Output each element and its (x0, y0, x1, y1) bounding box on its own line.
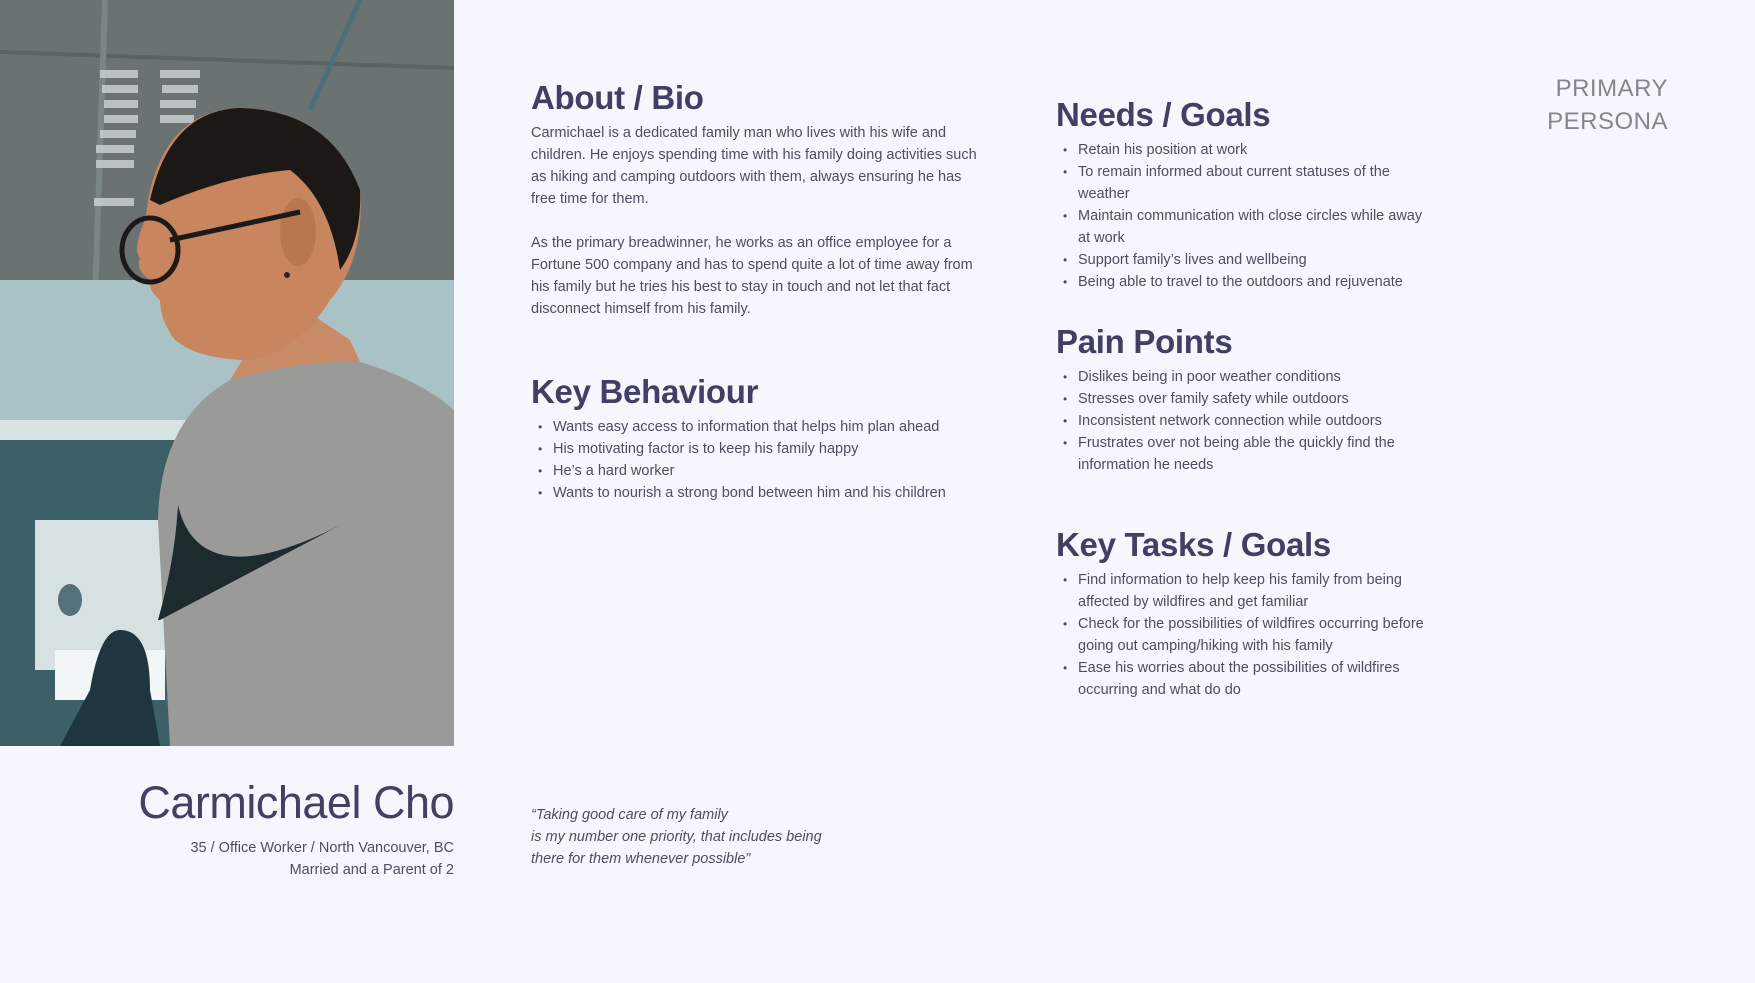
bio-paragraph: As the primary breadwinner, he works as an office employee for a Fortune 500 company and has to spend quite a lot of time away from his family but he tries his best to stay in touch and not let that fact disconnect himself from his family. (531, 235, 973, 317)
list-item: • Inconsistent network connection while outdoors (1056, 410, 1426, 432)
bullet-icon: • (538, 486, 543, 500)
bio-paragraph: Carmichael is a dedicated family man who lives with his wife and children. He enjoys spending time with his family doing activities such as hiking and camping outdoors with them, always ensuring he has free time for them. (531, 125, 977, 207)
bullet-icon: • (1063, 617, 1068, 631)
section-key-behaviour (531, 372, 981, 504)
list-item: • Wants to nourish a strong bond between him and his children (531, 482, 981, 504)
list-item: • Dislikes being in poor weather conditions (1056, 366, 1426, 388)
tasks-list (1056, 569, 1426, 701)
persona-meta (34, 837, 454, 881)
list-item: • Check for the possibilities of wildfires occurring before going out camping/hiking with his family (1056, 613, 1426, 657)
persona-name: Carmichael Cho (138, 777, 454, 828)
bullet-icon: • (538, 464, 543, 478)
persona-label-line1: PRIMARY (1555, 75, 1668, 102)
section-pain-points (1056, 322, 1426, 476)
section-needs-goals (1056, 95, 1426, 293)
bullet-icon: • (538, 420, 543, 434)
list-item: • To remain informed about current statuses of the weather (1056, 161, 1426, 205)
bullet-icon: • (1063, 143, 1068, 157)
list-item: • Stresses over family safety while outdoors (1056, 388, 1426, 410)
quote-line: there for them whenever possible” (531, 851, 751, 867)
list-item: • Ease his worries about the possibilities of wildfires occurring and what do do (1056, 657, 1426, 701)
quote-line: “Taking good care of my family (531, 807, 728, 823)
list-item: • Being able to travel to the outdoors and rejuvenate (1056, 271, 1426, 293)
bullet-icon: • (1063, 209, 1068, 223)
bullet-icon: • (538, 442, 543, 456)
list-item: • Wants easy access to information that helps him plan ahead (531, 416, 981, 438)
section-about-bio (531, 78, 981, 320)
section-title: Needs / Goals (1056, 96, 1271, 133)
person-photo-icon (0, 0, 454, 746)
section-title: Key Behaviour (531, 373, 759, 410)
list-item: • Support family’s lives and wellbeing (1056, 249, 1426, 271)
section-key-tasks-goals (1056, 525, 1426, 701)
bullet-icon: • (1063, 275, 1068, 289)
list-item: • Maintain communication with close circles while away at work (1056, 205, 1426, 249)
list-item: • His motivating factor is to keep his family happy (531, 438, 981, 460)
bullet-icon: • (1063, 436, 1068, 450)
paragraph-spacer (531, 210, 981, 232)
persona-quote (531, 804, 871, 870)
persona-photo (0, 0, 454, 746)
bullet-icon: • (1063, 370, 1068, 384)
bullet-icon: • (1063, 573, 1068, 587)
needs-list (1056, 139, 1426, 293)
persona-identity (34, 775, 454, 881)
persona-type-label (1547, 72, 1668, 138)
persona-family-status: Married and a Parent of 2 (289, 862, 454, 878)
list-item: • He’s a hard worker (531, 460, 981, 482)
list-item: • Retain his position at work (1056, 139, 1426, 161)
section-title: Key Tasks / Goals (1056, 526, 1331, 563)
bullet-icon: • (1063, 253, 1068, 267)
bullet-icon: • (1063, 392, 1068, 406)
persona-label-line2: PERSONA (1547, 108, 1668, 135)
list-item: • Find information to help keep his family from being affected by wildfires and get familiar (1056, 569, 1426, 613)
bullet-icon: • (1063, 661, 1068, 675)
persona-demographics: 35 / Office Worker / North Vancouver, BC (190, 840, 454, 856)
bullet-icon: • (1063, 414, 1068, 428)
behaviour-list (531, 416, 981, 504)
section-title: Pain Points (1056, 323, 1233, 360)
bullet-icon: • (1063, 165, 1068, 179)
pain-points-list (1056, 366, 1426, 476)
section-title: About / Bio (531, 79, 704, 116)
quote-line: is my number one priority, that includes being (531, 829, 822, 845)
list-item: • Frustrates over not being able the quickly find the information he needs (1056, 432, 1426, 476)
